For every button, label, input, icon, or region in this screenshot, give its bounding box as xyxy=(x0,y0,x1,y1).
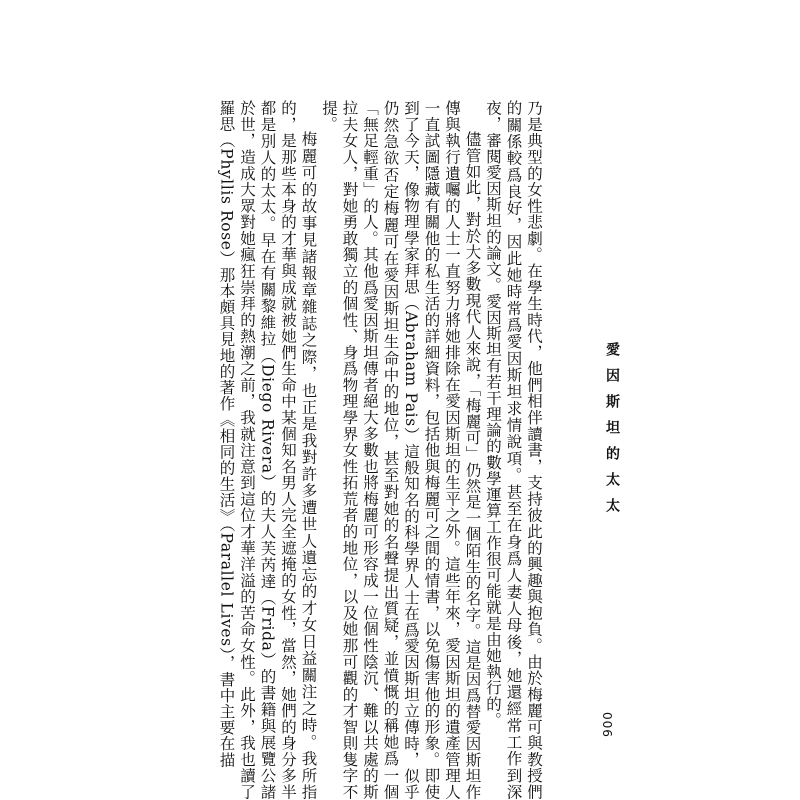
page-number: 006 xyxy=(600,712,614,738)
body-text xyxy=(214,100,544,800)
paragraph-1: 乃是典型的女性悲劇。在學生時代，他們相伴讀書，支持彼此的興趣與抱負。由於梅麗可與教授們的關係較爲良好，因此她時常爲愛因斯坦求情說項。甚至在身爲人妻人母後，她還經常工作到深夜，審閱愛因斯坦的論文。愛因斯坦有若干理論的數學運算工作很可能就是由她執行的。 xyxy=(484,100,543,800)
running-head: 愛因斯坦的太太 xyxy=(604,342,620,524)
paragraph-3: 梅麗可的故事見諸報章雜誌之際，也正是我對許多遭世人遺忘的才女日益關注之時。我所指的，是那些本身的才華與成就被她們生命中某個知名男人完全遮掩的女性，當然，她們的身分多半都是別人的太太。早在有關黎維拉（Diego Rivera）的夫人芙芮達（Frida）的書籍與展覽公諸於世，造成大眾對她瘋狂崇拜的熱潮之前，我就注意到這位才華洋溢的苦命女性。此外，我也讀了羅思（Phyllis Rose）那本頗具見地的著作《相同的生活》（Parallel Lives），書中主要在描 xyxy=(217,100,318,800)
paragraph-2: 儘管如此，對於大多數現代人來說，「梅麗可」仍然是一個陌生的名字。這是因爲替愛因斯坦作傳與執行遺囑的人士一直努力將她排除在愛因斯坦的生平之外。這些年來，愛因斯坦的遺產管理人一直試圖隱藏有關他的私生活的詳細資料，包括他與梅麗可之間的情書，以免傷害他的形象。即使到了今天，像物理學家拜思（Abraham Pais）這般知名的科學界人士在爲愛因斯坦立傳時，似乎仍然急欲否定梅麗可在愛因斯坦生命中的地位，甚至對她的名聲提出質疑，並憤慨的稱她爲一個「無足輕重」的人。其他爲愛因斯坦傳者絕大多數也將梅麗可形容成一位個性陰沉、難以共處的斯拉夫女人，對她勇敢獨立的個性、身爲物理學界女性拓荒者的地位，以及她那可觀的才智則隻字不提。 xyxy=(320,100,482,800)
